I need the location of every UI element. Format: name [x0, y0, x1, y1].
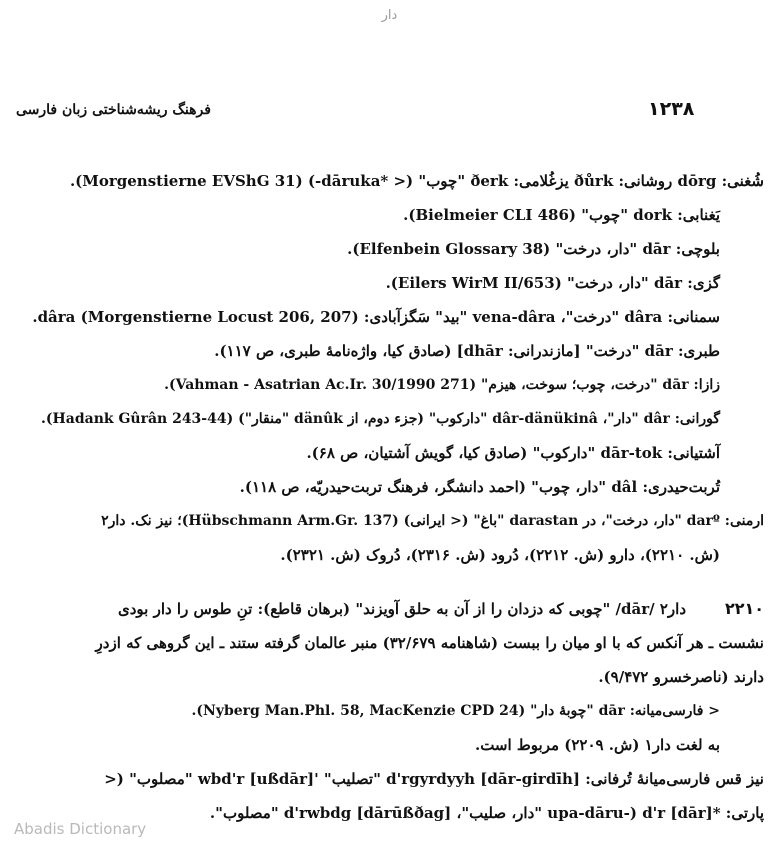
book-title: فرهنگ ریشه‌شناختی زبان فارسی	[16, 102, 211, 118]
entry-line: پارتی: *upa-dāru-) d'r [dār] "دار، صلیب"، d'rwbdg [dārūßðag] "مصلوب".	[209, 804, 764, 822]
running-header	[16, 98, 695, 126]
entry-number: ۲۲۱۰	[724, 599, 764, 618]
etymology-line: گورانی: dâr "دار"، dâr-dänükinâ "دارکوب" (جزء دوم، از dänûk "منقار") (Hadank Gûrân 243-44).	[41, 411, 720, 427]
etymology-line: (ش. ۲۲۱۰)، دارو (ش. ۲۲۱۲)، دُرود (ش. ۲۳۱۶)، دُروک (ش. ۲۳۲۱).	[280, 546, 720, 564]
page-title: دار	[381, 8, 398, 23]
watermark: Abadis Dictionary	[14, 820, 147, 838]
dictionary-content	[16, 164, 764, 830]
entry-line: دارند (ناصرخسرو ۹/۴۷۲).	[598, 668, 764, 686]
page-number: ۱۲۳۸	[648, 98, 695, 120]
etymology-line: یَغنابی: dork "چوب" (Bielmeier CLI 486).	[403, 206, 720, 224]
entry-definition: دار۲ /dār/ "چوبی که دزدان را از آن به حلق آویزند" (برهان قاطع): تنِ طوس را دار بودی	[118, 600, 686, 618]
etymology-line: آشتیانی: dār-tok "دارکوب" (صادق کیا، گویش آشتیان، ص ۶۸).	[306, 444, 720, 462]
etymology-line: تُربت‌حیدری: dâl "دار، چوب" (احمد دانشگر، فرهنگ تربت‌حیدریّه، ص ۱۱۸).	[239, 478, 720, 496]
etymology-line: بلوچی: dār "دار، درخت" (Elfenbein Glossary 38).	[347, 240, 720, 258]
etymology-line: ارمنی: darº "دار، درخت"، در darastan "باغ" (< ایرانی) (Hübschmann Arm.Gr. 137)؛ نیز نک. دار۲	[101, 513, 764, 529]
etymology-line: زازا: dār "درخت، چوب؛ سوخت، هیزم" (Vahman - Asatrian Ac.Ir. 30/1990 271).	[164, 377, 720, 393]
entry-line: نشست ـ هر آنکس که با او میان را ببست (شاهنامه ۳۲/۶۷۹) منبر عالمان گرفته ستند ـ این گروهی که ازدرِ	[95, 634, 764, 652]
entry-heading	[16, 592, 764, 626]
entry-line: < فارسی‌میانه: dār "چوبهٔ دار" (Nyberg Man.Phl. 58, MacKenzie CPD 24).	[191, 703, 720, 719]
etymology-line: سمنانی: dâra "درخت"، vena-dâra "بید" سَگزآبادی: dâra (Morgenstierne Locust 206, 207).	[32, 308, 720, 326]
etymology-line: شُغنی: dōrg روشانی: ðůrk یزغُلامی: ðerk "چوب" (< *dāruka-) (Morgenstierne EVShG 31).	[69, 172, 764, 190]
etymology-line: طبری: dār "درخت" [مازندرانی: dhār] (صادق کیا، واژه‌نامهٔ طبری، ص ۱۱۷).	[214, 342, 720, 360]
etymology-line: گزی: dār "دار، درخت" (Eilers WirM II/653).	[385, 274, 720, 292]
entry-line: به لغت دار۱ (ش. ۲۲۰۹) مربوط است.	[474, 736, 720, 754]
entry-line: نیز قس فارسی‌میانهٔ تُرفانی: d'rgyrdyyh [dār-girdīh] "تصلیب" 'wbd'r [ußdār] "مصلوب" (<	[104, 770, 764, 788]
